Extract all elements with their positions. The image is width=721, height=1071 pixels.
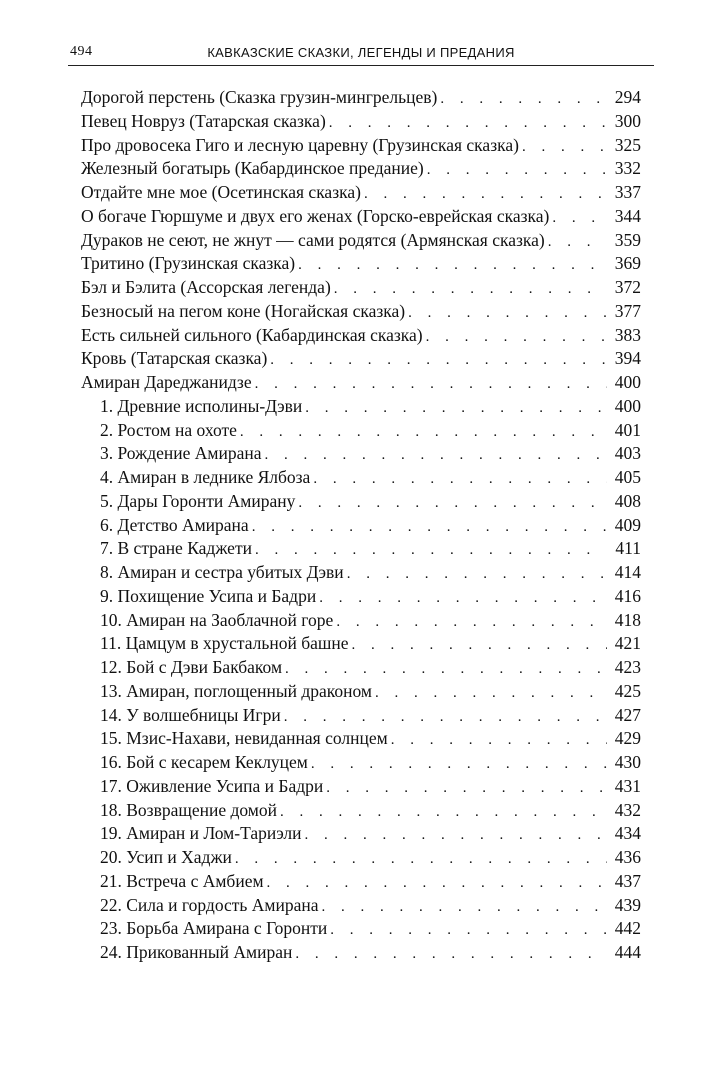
dot-leader <box>351 634 607 658</box>
toc-entry-page: 394 <box>614 348 641 369</box>
toc-entry-page: 400 <box>614 395 641 416</box>
toc-entry-title: 7. В стране Каджети <box>100 538 252 559</box>
dot-leader <box>311 753 607 777</box>
toc-entry-page: 436 <box>614 847 641 867</box>
toc-entry-page: 411 <box>615 538 641 559</box>
toc-entry-page: 418 <box>614 609 641 630</box>
toc-entry-page: 369 <box>614 253 641 274</box>
toc-subentry[interactable] <box>81 656 641 680</box>
dot-leader <box>295 943 607 967</box>
toc-entry-title: 13. Амиран, поглощенный драконом <box>100 680 372 701</box>
dot-leader <box>255 373 607 397</box>
dot-leader <box>284 706 607 730</box>
toc-subentry[interactable] <box>81 537 641 561</box>
toc-entry-page: 437 <box>614 870 641 891</box>
dot-leader <box>285 658 607 682</box>
toc-entry-page: 344 <box>614 205 641 226</box>
toc-entry-page: 431 <box>614 775 641 796</box>
toc-entry-title: 19. Амиран и Лом-Тариэли <box>100 823 302 844</box>
toc-entry[interactable] <box>81 110 641 134</box>
toc-subentry[interactable] <box>81 395 641 419</box>
toc-entry-title: Бэл и Бэлита (Ассорская легенда) <box>81 277 331 297</box>
toc-subentry[interactable] <box>81 870 641 894</box>
dot-leader <box>298 492 607 516</box>
dot-leader <box>267 872 607 896</box>
toc-entry-page: 423 <box>614 657 641 677</box>
toc-entry[interactable] <box>81 86 641 110</box>
toc-entry-title: 10. Амиран на Заоблачной горе <box>100 609 334 630</box>
toc-entry-title: 8. Амиран и сестра убитых Дэви <box>100 562 344 582</box>
toc-entry-title: Дураков не сеют, не жнут — сами родятся (Армянская сказка) <box>81 229 545 250</box>
toc-subentry[interactable] <box>81 490 641 514</box>
toc-entry[interactable] <box>81 371 641 395</box>
toc-entry-title: Тритино (Грузинская сказка) <box>81 253 296 274</box>
toc-entry-page: 429 <box>614 728 641 749</box>
toc-entry-title: 18. Возвращение домой <box>100 799 277 820</box>
toc-subentry[interactable] <box>81 585 641 609</box>
toc-entry-page: 421 <box>614 633 641 654</box>
toc-entry-title: Амиран Дареджанидзе <box>81 372 252 392</box>
toc-entry-title: 4. Амиран в леднике Ялбоза <box>100 467 311 487</box>
toc-subentry[interactable] <box>81 704 641 728</box>
toc-entry-title: 24. Прикованный Амиран <box>100 942 293 962</box>
toc-entry-title: Дорогой перстень (Сказка грузин-мингрельцев) <box>81 87 438 107</box>
toc-entry-title: Про дровосека Гиго и лесную царевну (Грузинская сказка) <box>81 134 519 155</box>
toc-entry-title: Безносый на пегом коне (Ногайская сказка) <box>81 300 406 321</box>
dot-leader <box>255 539 607 563</box>
toc-entry-page: 359 <box>614 229 641 250</box>
toc-entry-page: 372 <box>614 277 641 297</box>
toc-entry-title: 16. Бой с кесарем Кеклуцем <box>100 752 308 772</box>
toc-entry[interactable] <box>81 205 641 229</box>
dot-leader <box>408 302 607 326</box>
toc-entry-page: 401 <box>614 419 641 440</box>
toc-entry-title: Отдайте мне мое (Осетинская сказка) <box>81 182 361 202</box>
toc-entry-title: Есть сильней сильного (Кабардинская сказка) <box>81 324 423 345</box>
toc-entry-page: 416 <box>614 585 641 606</box>
toc-entry-page: 430 <box>614 752 641 772</box>
toc-entry-page: 383 <box>614 324 641 345</box>
toc-entry[interactable] <box>81 347 641 371</box>
toc-entry-page: 294 <box>614 87 641 107</box>
toc-entry-page: 432 <box>614 799 641 820</box>
dot-leader <box>364 183 607 207</box>
toc-subentry[interactable] <box>81 680 641 704</box>
dot-leader <box>305 397 607 421</box>
toc-entry-page: 434 <box>614 823 641 844</box>
toc-subentry[interactable] <box>81 894 641 918</box>
toc-subentry[interactable] <box>81 941 641 965</box>
toc-entry[interactable] <box>81 300 641 324</box>
toc-entry-page: 337 <box>614 182 641 202</box>
toc-entry-title: Певец Новруз (Татарская сказка) <box>81 110 326 131</box>
toc-entry-title: 23. Борьба Амирана с Горонти <box>100 918 328 939</box>
toc-entry[interactable] <box>81 134 641 158</box>
toc-entry-page: 427 <box>614 704 641 725</box>
toc-entry-page: 409 <box>614 514 641 535</box>
toc-entry[interactable] <box>81 157 641 181</box>
toc-entry-title: 15. Мзис-Нахави, невиданная солнцем <box>100 728 388 749</box>
dot-leader <box>426 326 607 350</box>
toc-entry-page: 439 <box>614 894 641 915</box>
dot-leader <box>552 207 607 231</box>
dot-leader <box>319 587 607 611</box>
toc-subentry[interactable] <box>81 822 641 846</box>
toc-entry-page: 408 <box>614 490 641 511</box>
dot-leader <box>347 563 607 587</box>
toc-entry-title: 21. Встреча с Амбием <box>100 870 264 891</box>
dot-leader <box>235 848 607 872</box>
dot-leader <box>322 896 607 920</box>
toc-subentry[interactable] <box>81 561 641 585</box>
page-header <box>68 41 654 66</box>
toc-entry-title: Железный богатырь (Кабардинское предание) <box>81 158 424 179</box>
page-number: 494 <box>70 44 93 59</box>
running-title: КАВКАЗСКИЕ СКАЗКИ, ЛЕГЕНДЫ И ПРЕДАНИЯ <box>207 45 515 60</box>
toc-subentry[interactable] <box>81 419 641 443</box>
toc-entry-page: 325 <box>614 134 641 155</box>
toc-entry[interactable] <box>81 276 641 300</box>
toc-entry-title: 12. Бой с Дэви Бакбаком <box>100 657 283 677</box>
table-of-contents <box>81 86 641 965</box>
toc-subentry[interactable] <box>81 466 641 490</box>
toc-entry-page: 444 <box>614 942 641 962</box>
toc-subentry[interactable] <box>81 917 641 941</box>
toc-subentry[interactable] <box>81 846 641 870</box>
toc-subentry[interactable] <box>81 632 641 656</box>
dot-leader <box>280 801 607 825</box>
dot-leader <box>330 919 607 943</box>
toc-entry-page: 403 <box>614 443 641 464</box>
toc-entry-page: 377 <box>614 300 641 321</box>
toc-entry-title: 2. Ростом на охоте <box>100 419 237 440</box>
dot-leader <box>375 682 607 706</box>
toc-entry-page: 425 <box>614 680 641 701</box>
toc-entry-title: 6. Детство Амирана <box>100 514 249 535</box>
dot-leader <box>298 254 607 278</box>
toc-entry[interactable] <box>81 181 641 205</box>
toc-subentry[interactable] <box>81 442 641 466</box>
dot-leader <box>252 516 607 540</box>
toc-entry-page: 442 <box>614 918 641 939</box>
toc-subentry[interactable] <box>81 799 641 823</box>
toc-entry-title: 20. Усип и Хаджи <box>100 847 232 867</box>
dot-leader <box>264 444 607 468</box>
toc-subentry[interactable] <box>81 514 641 538</box>
toc-entry-title: Кровь (Татарская сказка) <box>81 348 268 369</box>
toc-entry[interactable] <box>81 229 641 253</box>
dot-leader <box>329 112 607 136</box>
toc-entry-page: 405 <box>614 467 641 487</box>
toc-entry-page: 332 <box>614 158 641 179</box>
toc-entry-title: 9. Похищение Усипа и Бадри <box>100 585 317 606</box>
dot-leader <box>522 136 607 160</box>
toc-entry-page: 300 <box>614 110 641 131</box>
toc-entry-title: 11. Цамцум в хрустальной башне <box>100 633 349 654</box>
dot-leader <box>313 468 607 492</box>
toc-subentry[interactable] <box>81 751 641 775</box>
toc-entry-title: 14. У волшебницы Игри <box>100 704 281 725</box>
dot-leader <box>548 231 607 255</box>
toc-entry-title: О богаче Гюршуме и двух его женах (Горско-еврейская сказка) <box>81 205 550 226</box>
dot-leader <box>240 421 607 445</box>
toc-subentry[interactable] <box>81 775 641 799</box>
toc-entry-page: 400 <box>614 372 641 392</box>
toc-subentry[interactable] <box>81 727 641 751</box>
dot-leader <box>336 611 607 635</box>
toc-entry-title: 3. Рождение Амирана <box>100 443 262 464</box>
toc-entry[interactable] <box>81 324 641 348</box>
dot-leader <box>391 729 607 753</box>
toc-entry-title: 5. Дары Горонти Амирану <box>100 490 296 511</box>
toc-entry-page: 414 <box>614 562 641 582</box>
dot-leader <box>427 159 607 183</box>
toc-entry-title: 17. Оживление Усипа и Бадри <box>100 775 324 796</box>
dot-leader <box>334 278 607 302</box>
toc-entry-title: 22. Сила и гордость Амирана <box>100 894 319 915</box>
toc-entry-title: 1. Древние исполины-Дэви <box>100 395 303 416</box>
dot-leader <box>440 88 607 112</box>
toc-entry[interactable] <box>81 252 641 276</box>
dot-leader <box>326 777 607 801</box>
dot-leader <box>270 349 607 373</box>
dot-leader <box>305 824 607 848</box>
toc-subentry[interactable] <box>81 609 641 633</box>
